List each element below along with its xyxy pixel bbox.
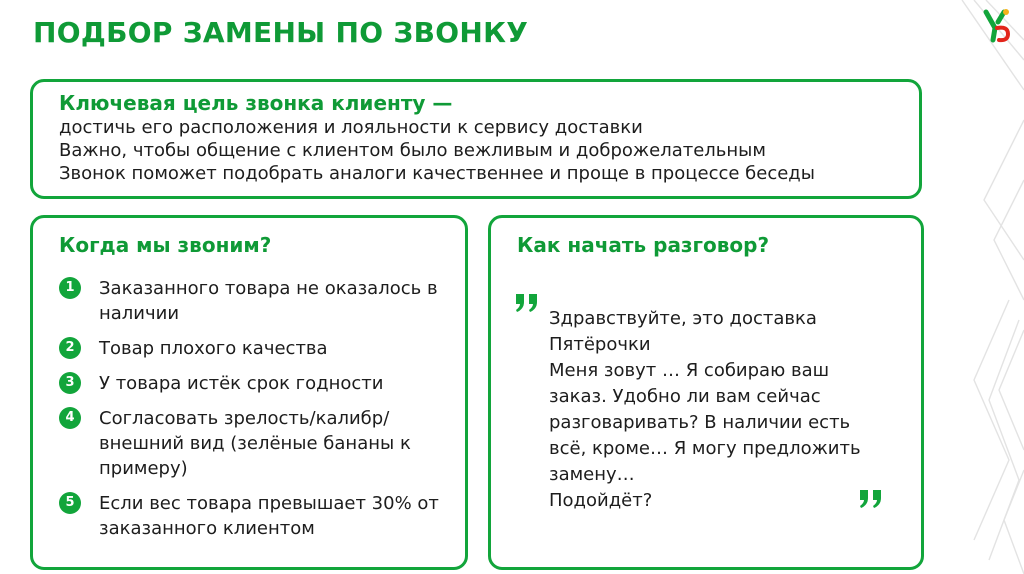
list-item	[59, 371, 451, 396]
list-item-text: Согласовать зрелость/калибр/ внешний вид (зелёные бананы к примеру)	[99, 408, 411, 479]
list-item-text: У товара истёк срок годности	[99, 373, 384, 394]
page-title: ПОДБОР ЗАМЕНЫ ПО ЗВОНКУ	[33, 16, 529, 49]
list-item	[59, 336, 451, 361]
close-quote-icon	[857, 486, 885, 510]
pyaterochka-logo-icon	[978, 6, 1016, 44]
goal-line: достичь его расположения и лояльности к сервису доставки	[59, 117, 643, 138]
goal-line: Важно, чтобы общение с клиентом было вежливым и доброжелательным	[59, 140, 766, 161]
number-badge: 5	[59, 492, 81, 514]
conversation-script	[549, 306, 889, 514]
decorative-pattern	[914, 0, 1024, 574]
how-to-start-heading: Как начать разговор?	[517, 233, 770, 257]
number-badge: 1	[59, 277, 81, 299]
list-item	[59, 406, 451, 481]
when-we-call-heading: Когда мы звоним?	[59, 233, 272, 257]
script-line: Здравствуйте, это доставка Пятёрочки	[549, 308, 817, 355]
number-badge: 3	[59, 372, 81, 394]
list-item	[59, 276, 451, 326]
number-badge: 2	[59, 337, 81, 359]
number-badge: 4	[59, 407, 81, 429]
goal-line: Звонок поможет подобрать аналоги качественнее и проще в процессе беседы	[59, 163, 815, 184]
list-item-text: Товар плохого качества	[99, 338, 328, 359]
goal-heading: Ключевая цель звонка клиенту —	[59, 91, 453, 115]
script-line: Подойдёт?	[549, 490, 653, 511]
list-item-text: Если вес товара превышает 30% от заказанного клиентом	[99, 493, 439, 539]
goal-panel	[30, 79, 922, 199]
list-item	[59, 491, 451, 541]
list-item-text: Заказанного товара не оказалось в наличии	[99, 278, 438, 324]
how-to-start-panel	[488, 215, 924, 570]
script-line: Меня зовут … Я собираю ваш заказ. Удобно ли вам сейчас разговаривать? В наличии есть всё, кроме… Я могу предложить замену…	[549, 360, 861, 485]
reasons-list	[59, 276, 465, 541]
open-quote-icon	[513, 290, 541, 314]
when-we-call-panel	[30, 215, 468, 570]
